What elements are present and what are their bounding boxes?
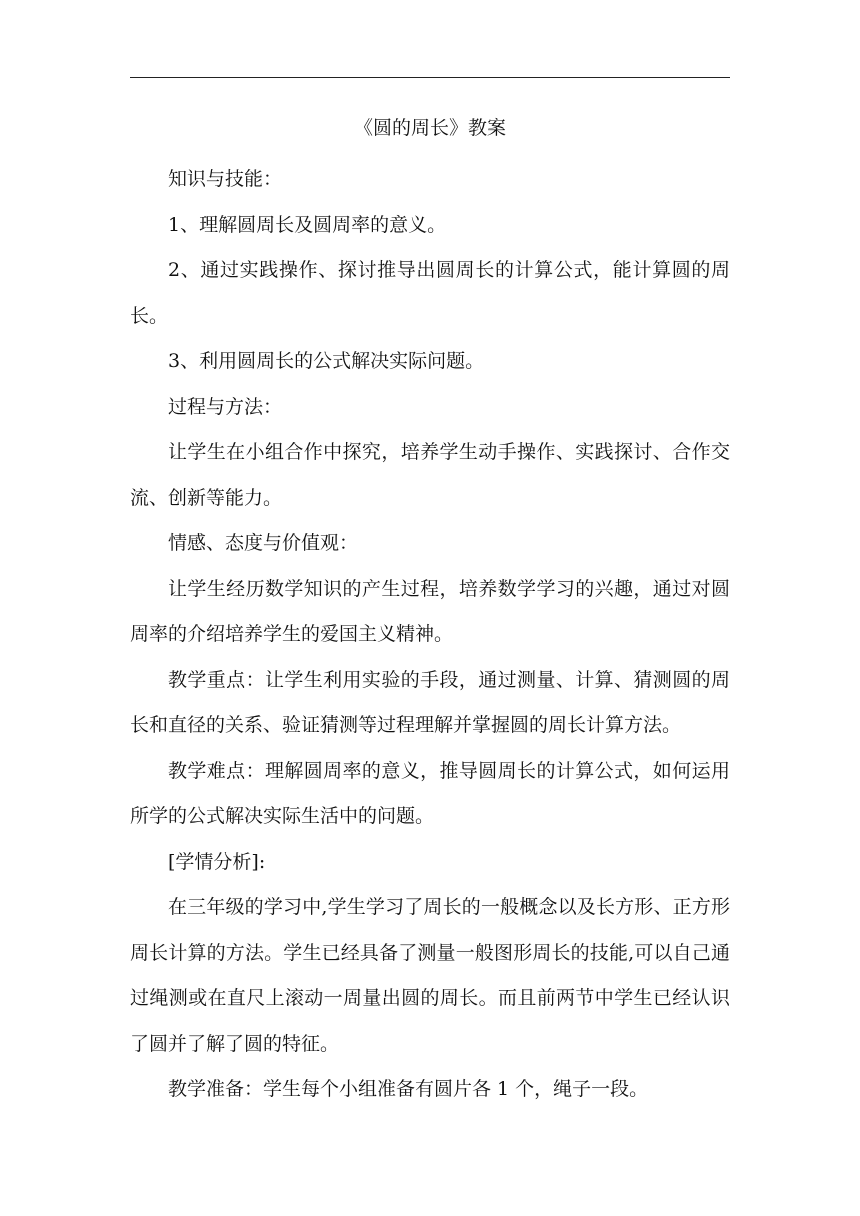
key-point-paragraph: 教学重点：让学生利用实验的手段，通过测量、计算、猜测圆的周长和直径的关系、验证猜测等过程理解并掌握圆的周长计算方法。 [130,668,730,736]
preparation-paragraph: 教学准备：学生每个小组准备有圆片各 1 个，绳子一段。 [168,1078,649,1100]
objective-item-1: 1、理解圆周长及圆周率的意义。 [168,213,447,236]
section-heading-process: 过程与方法： [168,395,283,418]
objective-item-2: 2、通过实践操作、探讨推导出圆周长的计算公式，能计算圆的周长。 [130,259,730,327]
section-heading-analysis: [学情分析]: [168,850,266,873]
process-paragraph: 让学生在小组合作中探究，培养学生动手操作、实践探讨、合作交流、创新等能力。 [130,441,730,509]
objective-item-3: 3、利用圆周长的公式解决实际问题。 [168,350,485,372]
section-heading-knowledge: 知识与技能： [168,168,283,190]
header-rule [130,77,730,78]
document-body [130,112,730,1113]
analysis-paragraph: 在三年级的学习中,学生学习了周长的一般概念以及长方形、正方形周长计算的方法。学生已经具备了测量一般图形周长的技能,可以自己通过绳测或在直尺上滚动一周量出圆的周长。而且前两节中学生已经认识了圆并了解了圆的特征。 [130,896,730,1055]
attitude-paragraph: 让学生经历数学知识的产生过程，培养数学学习的兴趣，通过对圆周率的介绍培养学生的爱国主义精神。 [130,577,730,645]
section-heading-attitude: 情感、态度与价值观： [168,532,359,554]
document-title: 《圆的周长》教案 [353,117,506,139]
difficulty-paragraph: 教学难点：理解圆周率的意义，推导圆周长的计算公式，如何运用所学的公式解决实际生活中的问题。 [130,759,730,827]
